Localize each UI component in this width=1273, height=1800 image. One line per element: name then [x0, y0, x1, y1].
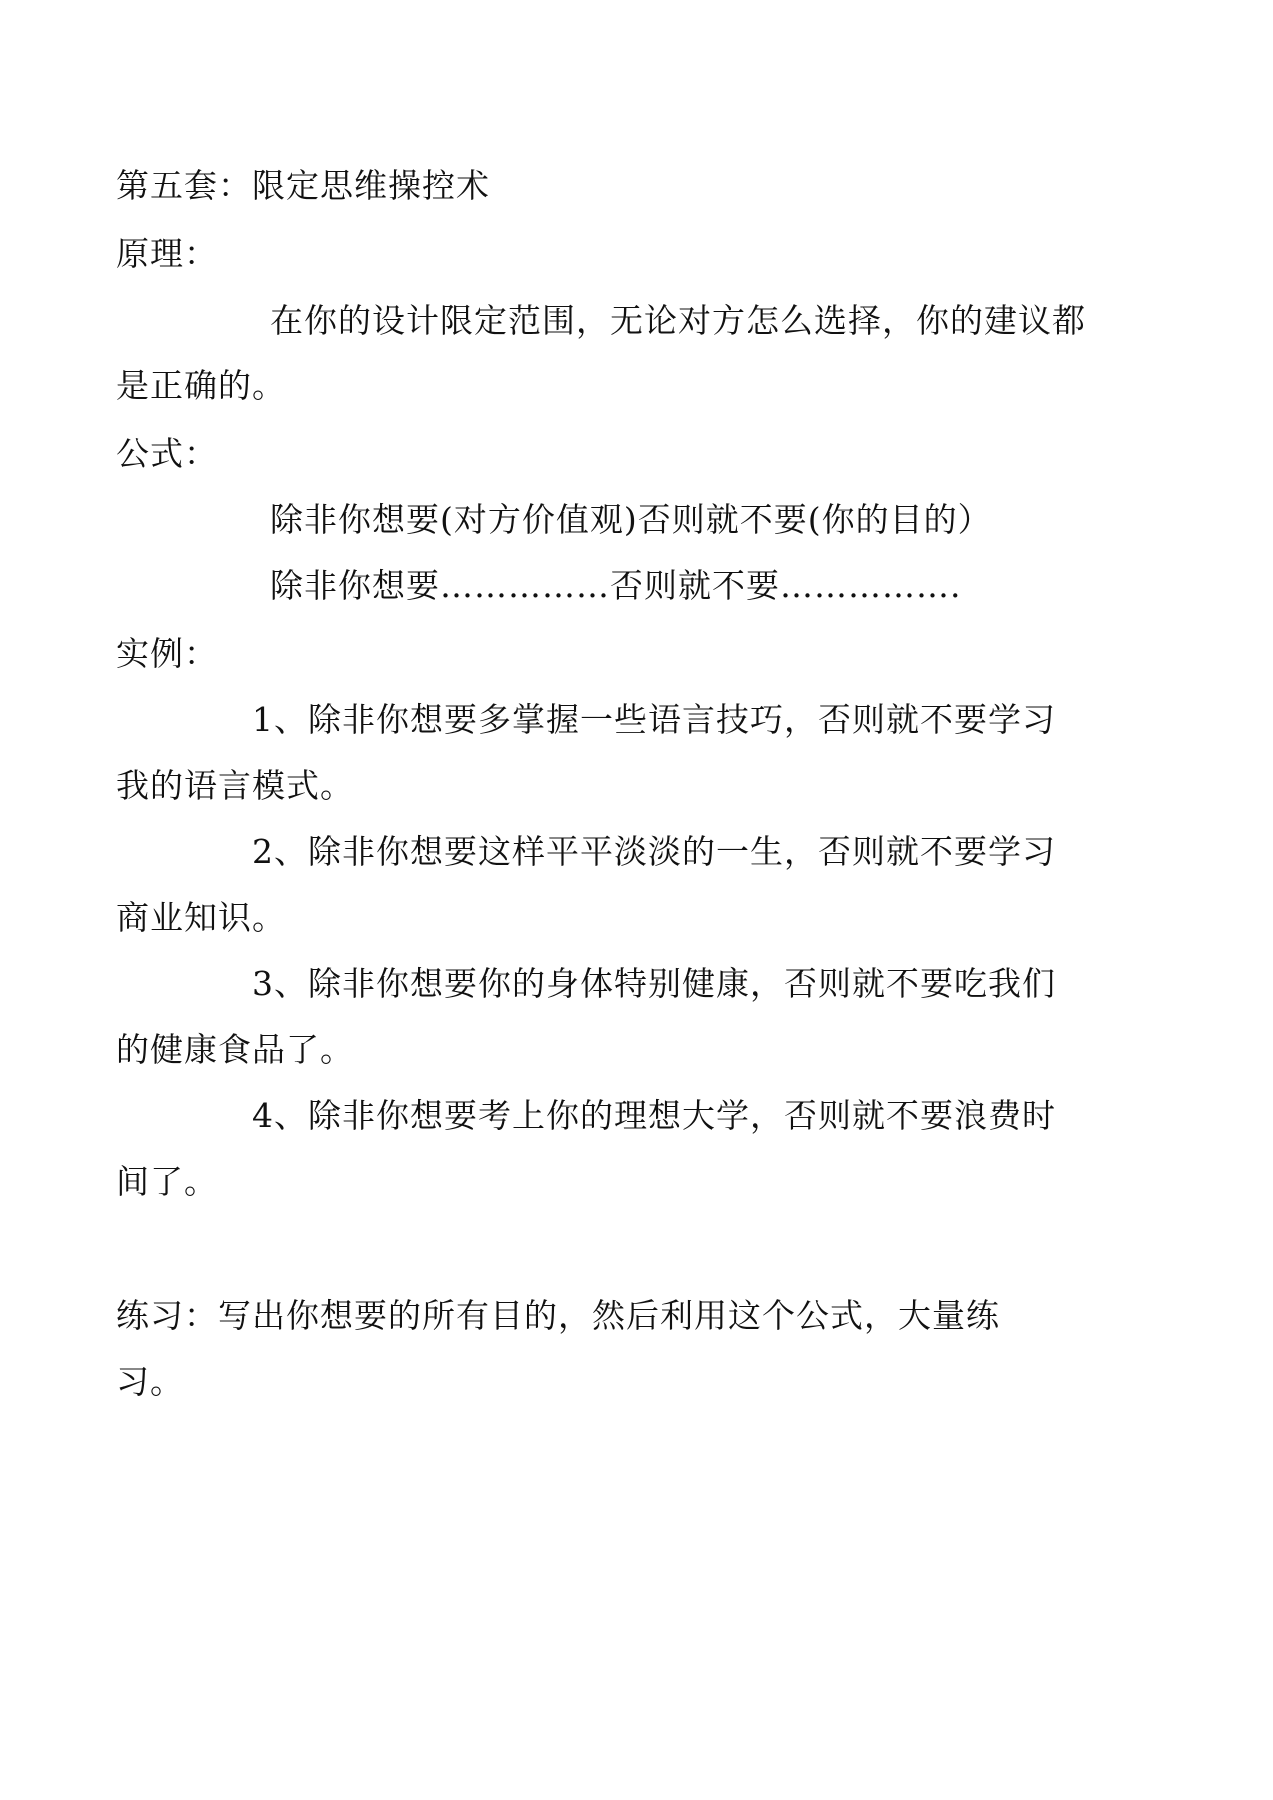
example-4-line-1: 4、除非你想要考上你的理想大学，否则就不要浪费时 [252, 1096, 1056, 1135]
formula-line-1: 除非你想要(对方价值观)否则就不要(你的目的） [270, 500, 992, 539]
principle-text-line-2: 是正确的。 [116, 366, 286, 405]
example-2-line-2: 商业知识。 [116, 898, 286, 937]
practice-line-2: 习。 [116, 1362, 184, 1401]
example-1-line-1: 1、除非你想要多掌握一些语言技巧，否则就不要学习 [252, 700, 1056, 739]
formula-heading: 公式： [116, 434, 218, 473]
document-title: 第五套：限定思维操控术 [116, 166, 490, 205]
examples-heading: 实例： [116, 634, 218, 673]
principle-heading: 原理： [116, 234, 218, 273]
example-4-line-2: 间了。 [116, 1162, 218, 1201]
practice-line-1: 练习：写出你想要的所有目的，然后利用这个公式，大量练 [116, 1296, 1000, 1335]
example-3-line-2: 的健康食品了。 [116, 1030, 354, 1069]
formula-line-2: 除非你想要……………否则就不要……………. [270, 566, 962, 605]
example-3-line-1: 3、除非你想要你的身体特别健康，否则就不要吃我们 [252, 964, 1056, 1003]
example-2-line-1: 2、除非你想要这样平平淡淡的一生，否则就不要学习 [252, 832, 1056, 871]
example-1-line-2: 我的语言模式。 [116, 766, 354, 805]
principle-text-line-1: 在你的设计限定范围，无论对方怎么选择，你的建议都 [270, 301, 1086, 340]
